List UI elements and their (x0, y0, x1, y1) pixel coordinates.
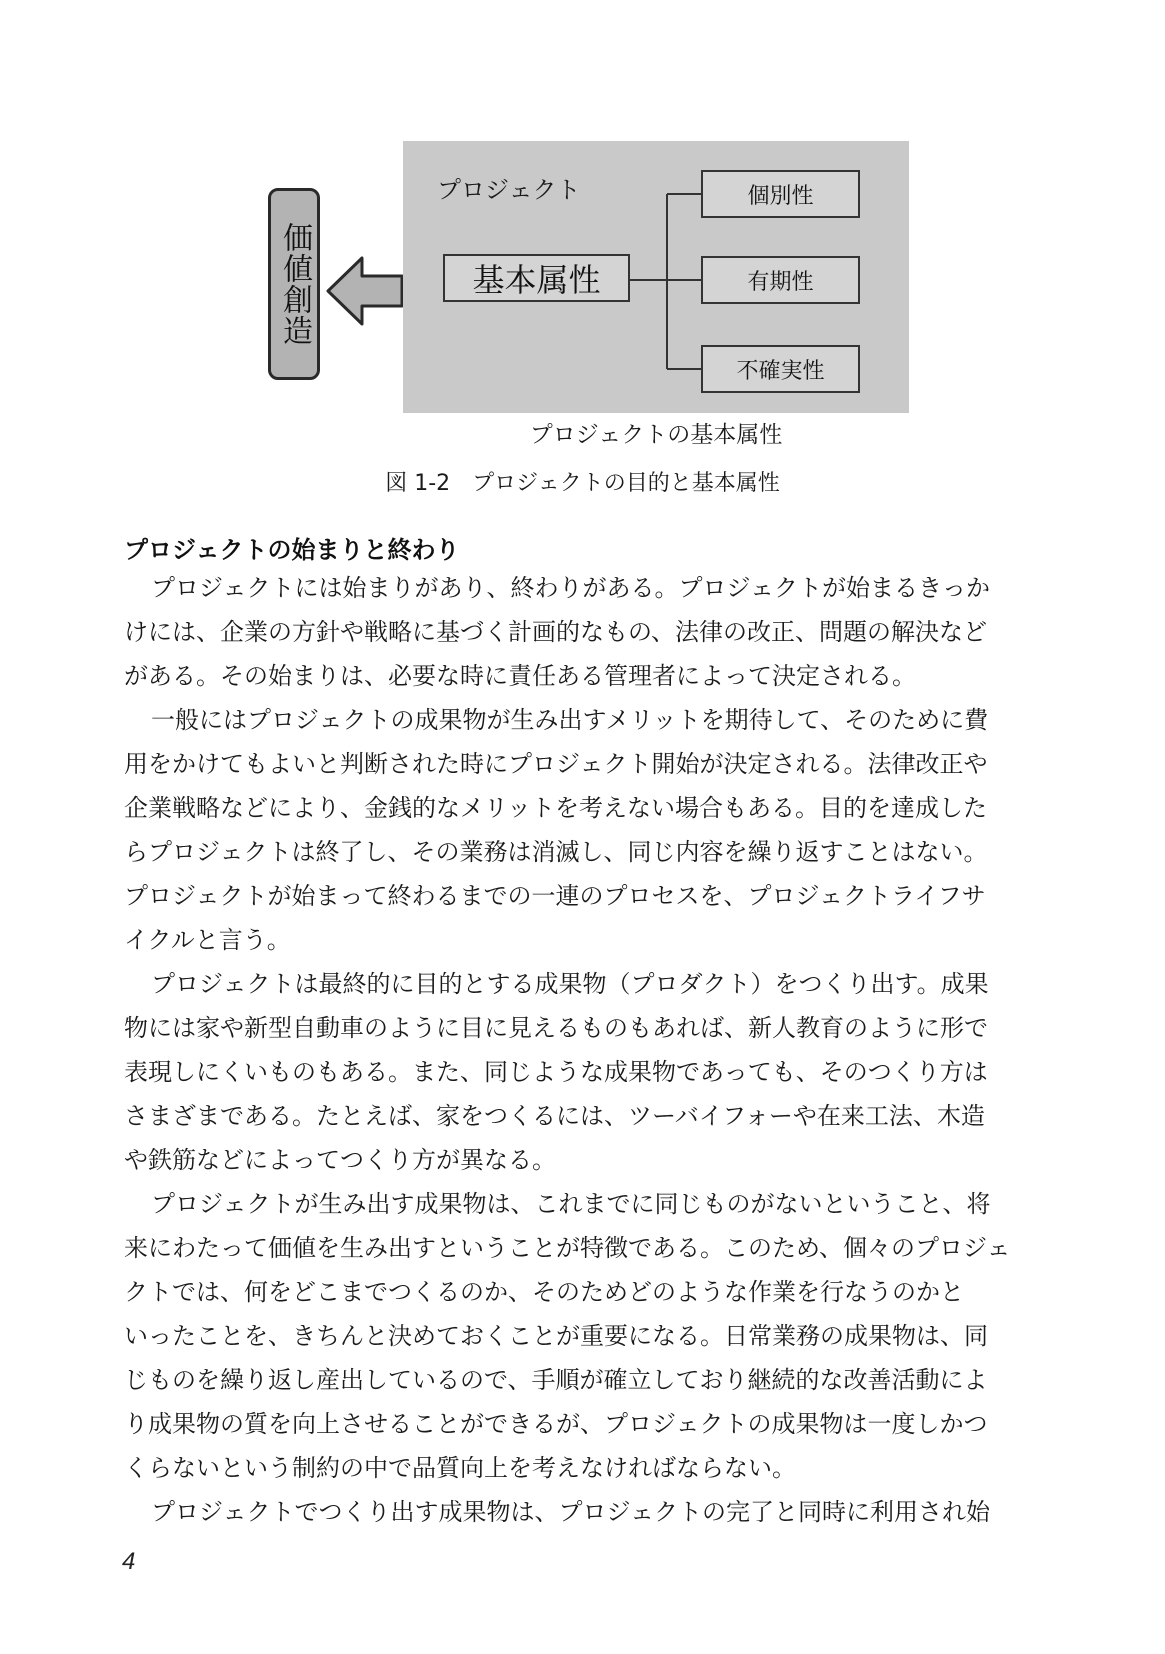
text-line: 一般にはプロジェクトの成果物が生み出すメリットを期待して、そのために費 (151, 706, 989, 734)
text-line: いったことを、きちんと決めておくことが重要になる。日常業務の成果物は、同 (124, 1322, 988, 1350)
value-creation-label: 価値創造 (277, 222, 312, 346)
text-line: プロジェクトでつくり出す成果物は、プロジェクトの完了と同時に利用され始 (151, 1498, 991, 1526)
text-line: 物には家や新型自動車のように目に見えるものもあれば、新人教育のように形で (124, 1014, 988, 1042)
text-line: 企業戦略などにより、金銭的なメリットを考えない場合もある。目的を達成した (124, 794, 988, 822)
text-line: らプロジェクトは終了し、その業務は消滅し、同じ内容を繰り返すことはない。 (124, 838, 988, 866)
text-line: プロジェクトは最終的に目的とする成果物（プロダクト）をつくり出す。成果 (151, 970, 989, 998)
text-line: イクルと言う。 (124, 926, 291, 954)
text-line: じものを繰り返し産出しているので、手順が確立しており継続的な改善活動によ (124, 1366, 988, 1394)
attribute-individuality: 個別性 (701, 170, 860, 218)
text-line: プロジェクトが始まって終わるまでの一連のプロセスを、プロジェクトライフサ (124, 882, 986, 910)
text-line: 来にわたって価値を生み出すということが特徴である。このため、個々のプロジェ (124, 1234, 1011, 1262)
text-line: がある。その始まりは、必要な時に責任ある管理者によって決定される。 (124, 662, 916, 690)
attribute-temporary: 有期性 (701, 256, 860, 304)
text-line: プロジェクトには始まりがあり、終わりがある。プロジェクトが始まるきっか (151, 574, 991, 602)
text-line: り成果物の質を向上させることができるが、プロジェクトの成果物は一度しかつ (124, 1410, 988, 1438)
figure (0, 0, 1165, 500)
text-line: 用をかけてもよいと判断された時にプロジェクト開始が決定される。法律改正や (124, 750, 988, 778)
panel-title: プロジェクト (437, 176, 581, 204)
figure-caption: 図 1-2 プロジェクトの目的と基本属性 (385, 471, 780, 496)
text-line: プロジェクトが生み出す成果物は、これまでに同じものがないということ、将 (151, 1190, 991, 1218)
page-number: 4 (122, 1548, 136, 1575)
body-text (124, 566, 1044, 1534)
text-line: くらないという制約の中で品質向上を考えなければならない。 (124, 1454, 796, 1482)
attribute-uncertainty: 不確実性 (701, 345, 860, 393)
section-heading: プロジェクトの始まりと終わり (124, 536, 460, 564)
basic-attribute-box: 基本属性 (443, 254, 630, 302)
text-line: さまざまである。たとえば、家をつくるには、ツーバイフォーや在来工法、木造 (124, 1102, 985, 1130)
text-line: クトでは、何をどこまでつくるのか、そのためどのような作業を行なうのかと (124, 1278, 964, 1306)
figure-subcaption: プロジェクトの基本属性 (529, 422, 783, 448)
text-line: 表現しにくいものもある。また、同じような成果物であっても、そのつくり方は (124, 1058, 988, 1086)
text-line: や鉄筋などによってつくり方が異なる。 (124, 1146, 556, 1174)
text-line: けには、企業の方針や戦略に基づく計画的なもの、法律の改正、問題の解決など (124, 618, 988, 646)
